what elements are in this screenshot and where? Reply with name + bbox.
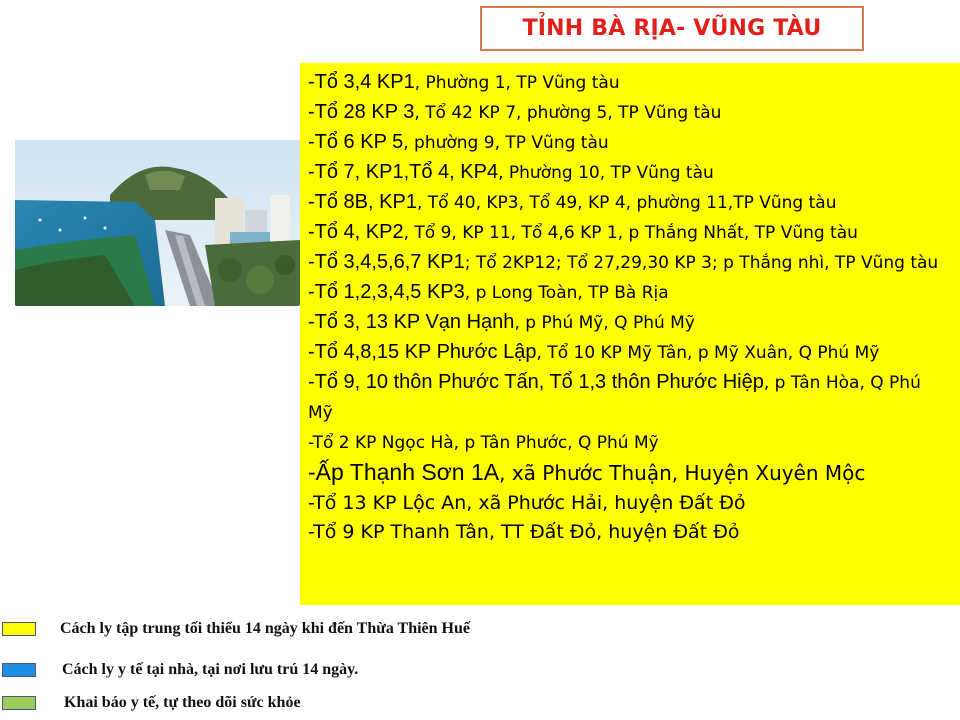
location-detail: , Tổ 42 KP 7, phường 5, TP Vũng tàu (414, 103, 722, 123)
location-detail: , phường 9, TP Vũng tàu (403, 133, 609, 153)
legend-item (0, 620, 470, 638)
location-main: -Tổ 28 KP 3 (308, 101, 415, 123)
location-detail: ; Tổ 2KP12; Tổ 27,29,30 KP 3; p Thắng nhì, TP Vũng tàu (464, 253, 939, 273)
location-detail: , p Phú Mỹ, Q Phú Mỹ (514, 313, 695, 333)
location-line (308, 428, 948, 458)
location-line (308, 158, 948, 188)
isolation-area-list (300, 63, 960, 605)
location-detail: , Phường 1, TP Vũng tàu (414, 73, 620, 93)
location-detail: -Tổ 2 KP Ngọc Hà, p Tân Phước, Q Phú Mỹ (308, 433, 659, 453)
location-line (308, 518, 948, 547)
legend-label: Cách ly y tế tại nhà, tại nơi lưu trú 14 ngày. (62, 661, 359, 678)
legend-item (0, 694, 301, 712)
location-line (308, 68, 948, 98)
location-detail: , p Long Toàn, TP Bà Rịa (464, 283, 669, 303)
location-line (308, 278, 948, 308)
location-main: -Tổ 8B, KP1 (308, 191, 417, 213)
location-main: -Ấp Thạnh Sơn 1A (308, 459, 500, 485)
location-main: -Tổ 3,4,5,6,7 KP1 (308, 251, 465, 273)
location-detail: , xã Phước Thuận, Huyện Xuyên Mộc (499, 461, 866, 485)
location-line (308, 489, 948, 518)
location-main: -Tổ 4, KP2 (308, 221, 404, 243)
legend-color-swatch (2, 696, 36, 710)
location-main: -Tổ 6 KP 5 (308, 131, 404, 153)
location-detail: -Tổ 13 KP Lộc An, xã Phước Hải, huyện Đất Đỏ (308, 492, 746, 514)
location-line (308, 248, 948, 278)
location-main: -Tổ 7, KP1,Tổ 4, KP4 (308, 161, 499, 183)
legend-label: Cách ly tập trung tối thiểu 14 ngày khi đến Thừa Thiên Huế (60, 620, 470, 637)
location-main: -Tổ 3,4 KP1 (308, 71, 415, 93)
page-title-box (480, 6, 864, 51)
location-line (308, 218, 948, 248)
legend-item (0, 661, 358, 679)
location-detail: -Tổ 9 KP Thanh Tân, TT Đất Đỏ, huyện Đất Đỏ (308, 521, 740, 543)
location-detail: , Tổ 40, KP3, Tổ 49, KP 4, phường 11,TP Vũng tàu (416, 193, 837, 213)
location-main: -Tổ 1,2,3,4,5 KP3 (308, 281, 465, 303)
location-line (308, 188, 948, 218)
location-line (308, 98, 948, 128)
location-line (308, 458, 948, 489)
location-lines (308, 68, 948, 547)
coastal-city-photo-icon (15, 140, 300, 306)
location-line (308, 368, 948, 428)
location-detail: , p Tân Hòa, Q Phú Mỹ (308, 373, 921, 423)
location-detail: , Tổ 9, KP 11, Tổ 4,6 KP 1, p Thắng Nhất, TP Vũng tàu (403, 223, 858, 243)
legend-label: Khai báo y tế, tự theo dõi sức khỏe (64, 694, 301, 711)
page-title: TỈNH BÀ RỊA- VŨNG TÀU (522, 16, 822, 41)
location-main: -Tổ 4,8,15 KP Phước Lập (308, 341, 537, 363)
location-detail: , Tổ 10 KP Mỹ Tân, p Mỹ Xuân, Q Phú Mỹ (536, 343, 880, 363)
location-detail: , Phường 10, TP Vũng tàu (498, 163, 714, 183)
legend-color-swatch (2, 622, 36, 636)
legend-color-swatch (2, 663, 36, 677)
location-line (308, 128, 948, 158)
location-main: -Tổ 9, 10 thôn Phước Tấn, Tổ 1,3 thôn Phước Hiệp (308, 371, 764, 393)
location-line (308, 308, 948, 338)
location-line (308, 338, 948, 368)
location-main: -Tổ 3, 13 KP Vạn Hạnh (308, 311, 515, 333)
